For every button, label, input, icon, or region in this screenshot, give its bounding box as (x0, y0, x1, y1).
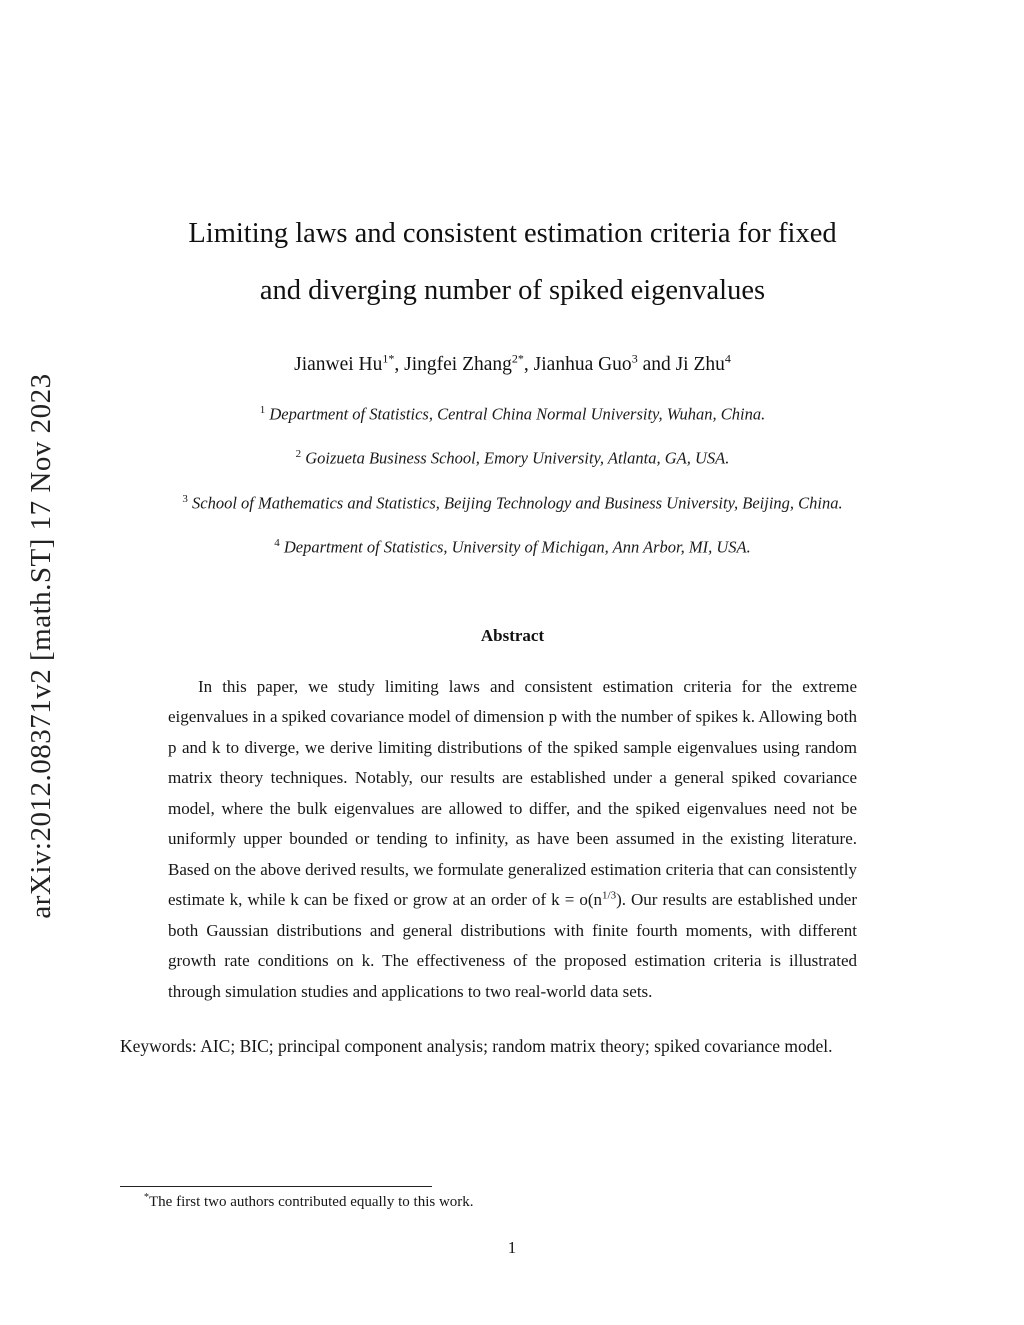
author-affil-marker: 4 (724, 351, 731, 365)
abstract-exponent: 1/3 (602, 889, 617, 902)
author: Ji Zhu$^4$ (675, 351, 731, 375)
keywords-line: Keywords: AIC; BIC; principal component analysis; random matrix theory; spiked covariance model. (120, 1036, 833, 1056)
affiliation-text: Goizueta Business School, Emory University, Atlanta, GA, USA. (301, 448, 730, 468)
arxiv-watermark: arXiv:2012.08371v2 [math.ST] 17 Nov 2023 (25, 373, 57, 919)
affiliation-line (120, 390, 905, 435)
affiliation-number: 1 (259, 403, 266, 416)
author-affil-marker: 2* (511, 351, 524, 365)
footnote (120, 1192, 820, 1211)
affiliation-text: Department of Statistics, University of Michigan, Ann Arbor, MI, USA. (279, 537, 751, 557)
affiliation-line (120, 523, 905, 568)
footnote-text: The first two authors contributed equally to this work. (149, 1194, 474, 1210)
paper-title-line1: Limiting laws and consistent estimation criteria for fixed (188, 218, 837, 249)
affiliation-number: 2 (295, 448, 302, 460)
affiliation-line (120, 479, 905, 524)
author: Jingfei Zhang$^{2*}$, (404, 351, 534, 375)
abstract-text-part1: In this paper, we study limiting laws and consistent estimation criteria for the extreme eigenvalues in a spiked covariance model of dimension p with the number of spikes k. Allowing both p and k to diverge, we derive limiting distributions of the spiked sample eigenvalues using random matrix theory techniques. Notably, our results are established under a general spiked covariance model, where the bulk eigenvalues are allowed to differ, and the spiked eigenvalues need not be uniformly upper bounded or tending to infinity, as have been assumed in the existing literature. Based on the above derived results, we formulate generalized estimation criteria that can consistently estimate k, while k can be fixed or grow at an order of k = o(n (168, 676, 857, 909)
paper-title-line2: and diverging number of spiked eigenvalues (259, 275, 766, 306)
abstract-text-part2: ). Our results are established under both Gaussian distributions and general distributions with finite fourth moments, with different growth rate conditions on k. The effectiveness of the proposed estimation criteria is illustrated through simulation studies and applications to two real-world data sets. (168, 890, 858, 1001)
footnote-marker: * (144, 1192, 149, 1203)
author-list (120, 351, 905, 376)
affiliation-list (120, 390, 905, 568)
affiliation-line (120, 434, 905, 479)
affiliation-text: Department of Statistics, Central China Normal University, Wuhan, China. (265, 404, 766, 423)
affiliation-text: School of Mathematics and Statistics, Beijing Technology and Business University, Beijing, China. (187, 493, 843, 512)
affiliation-number: 3 (182, 492, 188, 505)
abstract-text (168, 672, 857, 1008)
page-number: 1 (507, 1238, 517, 1257)
footnote-rule (120, 1186, 432, 1187)
author-affil-marker: 1* (382, 351, 395, 365)
author: Jianhua Guo$^3$ and (533, 351, 676, 375)
paper-title (120, 205, 905, 319)
paper-content (120, 0, 905, 1059)
author-affil-marker: 3 (631, 351, 638, 365)
affiliation-number: 4 (274, 537, 280, 549)
author: Jianwei $Hu^{1*}$, (294, 351, 405, 375)
abstract-heading: Abstract (480, 625, 545, 645)
